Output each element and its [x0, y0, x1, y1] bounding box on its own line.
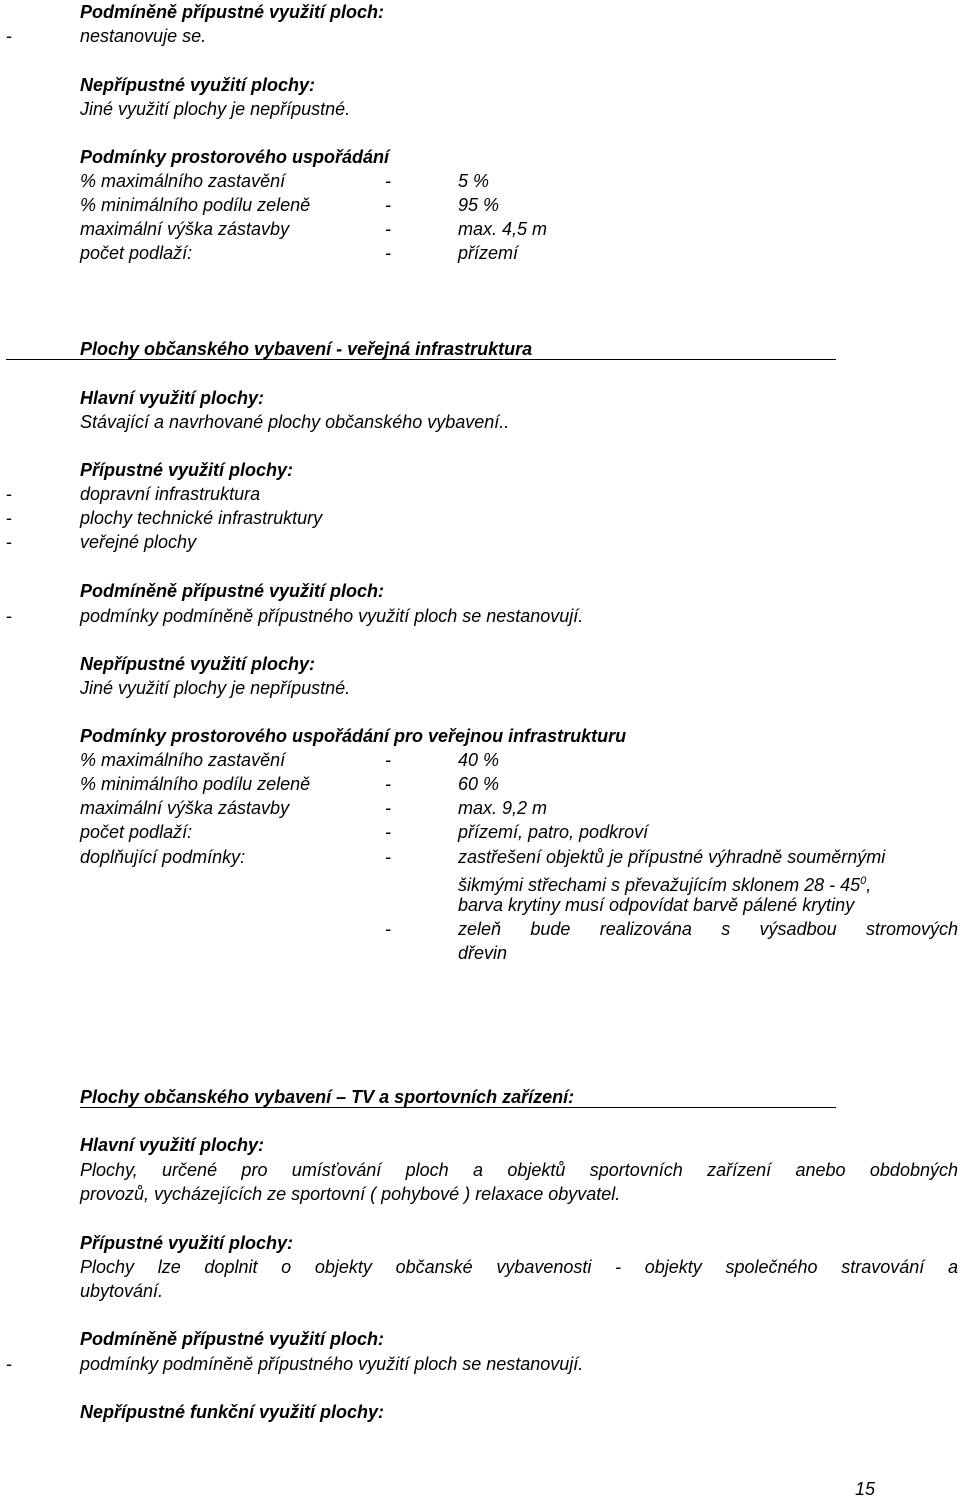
forbidden-use-heading: Nepřípustné využití plochy:	[80, 654, 316, 674]
spatial-row-value: přízemí, patro, podkroví	[458, 822, 649, 842]
spatial-row-label: maximální výška zástavby	[80, 798, 290, 818]
list-dash: -	[6, 508, 12, 528]
list-dash: -	[6, 1354, 12, 1374]
spatial-row-label: maximální výška zástavby	[80, 219, 290, 239]
extra-conditions-line: zeleň bude realizována s výsadbou stromových	[458, 919, 958, 939]
forbidden-use-heading: Nepřípustné funkční využití plochy:	[80, 1402, 385, 1422]
spatial-row-value: 60 %	[458, 774, 500, 794]
extra-conditions-line: barva krytiny musí odpovídat barvě pálené krytiny	[458, 895, 855, 915]
spatial-row-dash: -	[385, 171, 391, 191]
spatial-row-value: 40 %	[458, 750, 500, 770]
conditional-use-heading: Podmíněně přípustné využití ploch:	[80, 2, 385, 22]
allowed-use-heading: Přípustné využití plochy:	[80, 1233, 294, 1253]
allowed-use-item: dopravní infrastruktura	[80, 484, 261, 504]
spatial-row-label: % minimálního podílu zeleně	[80, 195, 311, 215]
spatial-row-value: 95 %	[458, 195, 500, 215]
degree-superscript: 0	[860, 875, 867, 887]
main-use-text: Plochy, určené pro umísťování ploch a objektů sportovních zařízení anebo obdobných	[80, 1160, 958, 1180]
list-dash: -	[6, 606, 12, 626]
spatial-conditions-heading: Podmínky prostorového uspořádání pro veřejnou infrastrukturu	[80, 726, 627, 746]
spatial-row-label: počet podlaží:	[80, 822, 193, 842]
spatial-row-label: % maximálního zastavění	[80, 171, 286, 191]
section-title-sports: Plochy občanského vybavení – TV a sportovních zařízení:	[80, 1087, 575, 1107]
extra-conditions-line: dřevin	[458, 943, 508, 963]
spatial-row-dash: -	[385, 195, 391, 215]
spatial-row-value: max. 4,5 m	[458, 219, 548, 239]
spatial-row-value: max. 9,2 m	[458, 798, 548, 818]
main-use-text: Stávající a navrhované plochy občanského vybavení..	[80, 412, 510, 432]
spatial-row-dash: -	[385, 750, 391, 770]
allowed-use-item: plochy technické infrastruktury	[80, 508, 323, 528]
conditional-use-item: podmínky podmíněně přípustného využití ploch se nestanovují.	[80, 1354, 584, 1374]
spatial-row-label: počet podlaží:	[80, 243, 193, 263]
conditional-use-heading: Podmíněně přípustné využití ploch:	[80, 1329, 385, 1349]
allowed-use-item: veřejné plochy	[80, 532, 197, 552]
spatial-row-label: % maximálního zastavění	[80, 750, 286, 770]
allowed-use-heading: Přípustné využití plochy:	[80, 460, 294, 480]
spatial-row-value: 5 %	[458, 171, 490, 191]
forbidden-use-text: Jiné využití plochy je nepřípustné.	[80, 678, 351, 698]
list-dash: -	[6, 26, 12, 46]
spatial-row-dash: -	[385, 219, 391, 239]
conditional-use-heading: Podmíněně přípustné využití ploch:	[80, 581, 385, 601]
allowed-use-text: ubytování.	[80, 1281, 164, 1301]
extra-conditions-comma: ,	[866, 875, 872, 895]
spatial-conditions-heading: Podmínky prostorového uspořádání	[80, 147, 390, 167]
extra-conditions-label: doplňující podmínky:	[80, 847, 246, 867]
main-use-heading: Hlavní využití plochy:	[80, 1135, 265, 1155]
spatial-row-dash: -	[385, 243, 391, 263]
forbidden-use-heading: Nepřípustné využití plochy:	[80, 75, 316, 95]
allowed-use-text: Plochy lze doplnit o objekty občanské vybavenosti - objekty společného stravování a	[80, 1257, 958, 1277]
list-dash: -	[6, 532, 12, 552]
extra-conditions-dash: -	[385, 919, 391, 939]
forbidden-use-text: Jiné využití plochy je nepřípustné.	[80, 99, 351, 119]
main-use-text: provozů, vycházejících ze sportovní ( pohybové ) relaxace obyvatel.	[80, 1184, 621, 1204]
list-dash: -	[6, 484, 12, 504]
section-title-public-infrastructure: Plochy občanského vybavení - veřejná infrastruktura	[80, 339, 533, 359]
spatial-row-dash: -	[385, 798, 391, 818]
conditional-use-item: nestanovuje se.	[80, 26, 207, 46]
spatial-row-value: přízemí	[458, 243, 519, 263]
spatial-row-dash: -	[385, 822, 391, 842]
extra-conditions-line	[458, 870, 871, 896]
extra-conditions-dash: -	[385, 847, 391, 867]
extra-conditions-text: šikmými střechami s převažujícím sklonem 28 - 45	[458, 875, 861, 895]
spatial-row-label: % minimálního podílu zeleně	[80, 774, 311, 794]
extra-conditions-line: zastřešení objektů je přípustné výhradně souměrnými	[458, 847, 886, 867]
conditional-use-item: podmínky podmíněně přípustného využití ploch se nestanovují.	[80, 606, 584, 626]
main-use-heading: Hlavní využití plochy:	[80, 388, 265, 408]
spatial-row-dash: -	[385, 774, 391, 794]
page-number: 15	[855, 1479, 876, 1499]
